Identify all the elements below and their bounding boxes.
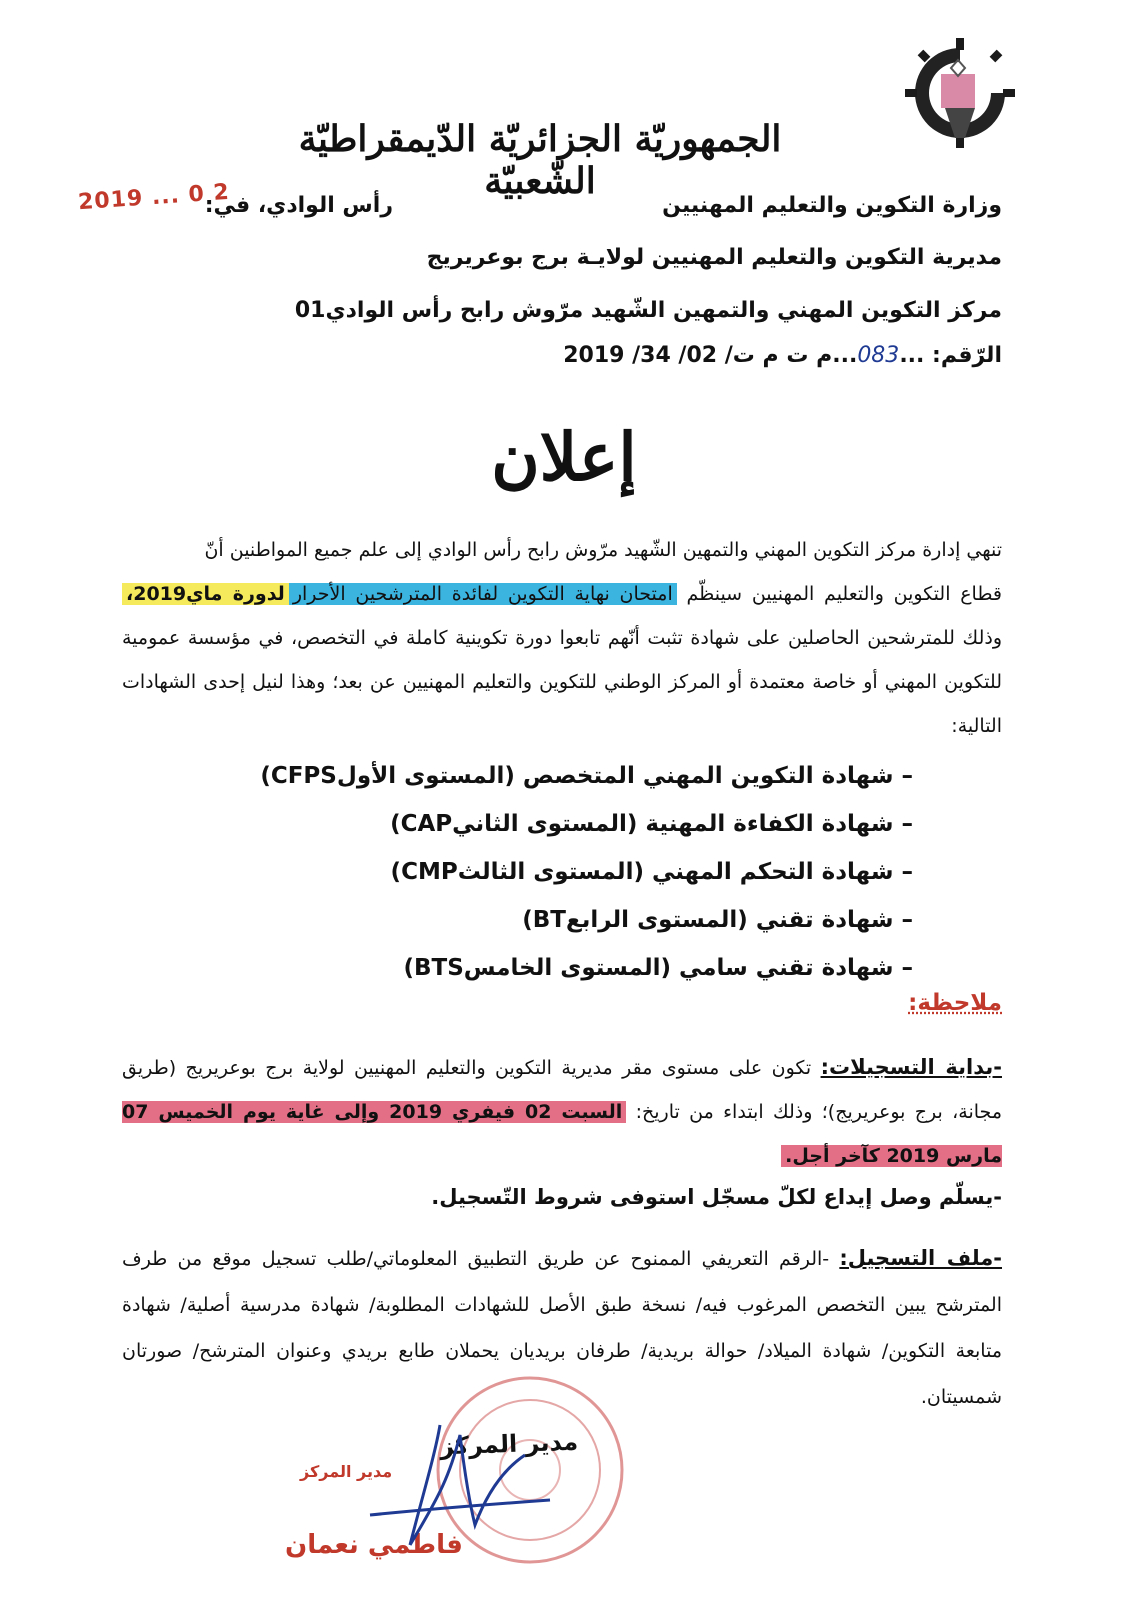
intro-paragraph: [122, 528, 1002, 748]
certificate-item: – شهادة تقني سامي (المستوى الخامسBTS): [403, 955, 913, 981]
registration-text: تكون على مستوى مقر مديرية التكوين والتعليم المهنيين لولاية برج بوعريريج (طريق مجانة، برج بوعريريج)؛ وذلك ابتداء من تاريخ:: [122, 1057, 1003, 1123]
certificate-item: – شهادة التحكم المهني (المستوى الثالثCMP): [390, 859, 913, 885]
file-label: -ملف التسجيل:: [839, 1246, 1002, 1270]
certificate-item: – شهادة التكوين المهني المتخصص (المستوى الأولCFPS): [260, 763, 913, 789]
certificate-item: – شهادة تقني (المستوى الرابعBT): [522, 907, 913, 933]
session-highlight: لدورة ماي2019،: [122, 583, 289, 605]
republic-heading: الجمهوريّة الجزائريّة الدّيمقراطيّة الشّعبيّة: [298, 118, 782, 202]
place-date-line: رأس الوادي، في:: [204, 193, 393, 218]
intro-rest: وذلك للمترشحين الحاصلين على شهادة تثبت أنّهم تابعوا دورة تكوينية كاملة في التخصص، في مؤسسة عمومية للتكوين المهني أو خاصة معتمدة أو المركز الوطني للتكوين والتعليم المهنيين عن بعد؛ وهذا لنيل إحدى الشهادات التالية:: [122, 627, 1002, 737]
announcement-title: إعلان: [491, 418, 637, 496]
directorate-name: مديرية التكوين والتعليم المهنيين لولايـة برج بوعريريج: [426, 245, 1002, 270]
reference-rest: ...م ت م ت/ 02/ 34/ 2019: [563, 343, 858, 368]
registration-dates: السبت 02 فيفري 2019 وإلى غاية يوم الخميس 07 مارس 2019 كآخر أجل.: [122, 1101, 1002, 1167]
ministry-logo: [905, 38, 1015, 188]
certificate-item: – شهادة الكفاءة المهنية (المستوى الثانيCAP): [390, 811, 913, 837]
stamp-name: فاطمي نعمان: [285, 1530, 463, 1560]
reference-label: الرّقم: ...: [899, 343, 1002, 368]
director-title: مدير المركز: [439, 1427, 579, 1461]
note-title: ملاحظة:: [908, 990, 1002, 1016]
ministry-name: وزارة التكوين والتعليم المهنيين: [662, 193, 1002, 218]
exam-highlight: امتحان نهاية التكوين لفائدة المترشحين الأحرار: [289, 583, 677, 605]
registration-start: [122, 1045, 1002, 1178]
intro-line2-pre: قطاع التكوين والتعليم المهنيين سينظّم: [686, 583, 1003, 605]
reference-number: 083: [857, 343, 900, 368]
intro-line1: تنهي إدارة مركز التكوين المهني والتمهين الشّهيد مرّوش رابح رأس الوادي إلى علم جميع المواطنين أنّ: [204, 539, 1002, 561]
handwritten-signature: [350, 1415, 590, 1555]
receipt-note: -يسلّم وصل إيداع لكلّ مسجّل استوفى شروط التّسجيل.: [431, 1185, 1002, 1209]
registration-label: -بداية التسجيلات:: [820, 1055, 1002, 1079]
certificate-list: [260, 752, 913, 992]
center-name: مركز التكوين المهني والتمهين الشّهيد مرّوش رابح رأس الوادي01: [294, 298, 1002, 323]
stamp-title: مدير المركز: [300, 1462, 393, 1481]
file-text: -الرقم التعريفي الممنوح عن طريق التطبيق المعلوماتي/طلب تسجيل موقع من طرف المترشح يبين التخصص المرغوب فيه/ نسخة طبق الأصل للشهادات المطلوبة/ شهادة مدرسية أصلية/ شهادة متابعة التكوين/ شهادة الميلاد/ حوالة بريدية/ طرفان بريديان يحملان طابع بريدي وعنوان المترشح/ صورتان شمسيتان.: [122, 1248, 1002, 1408]
date-stamp: 2019 ... 0 2: [77, 179, 231, 216]
reference-line: [563, 343, 1002, 368]
